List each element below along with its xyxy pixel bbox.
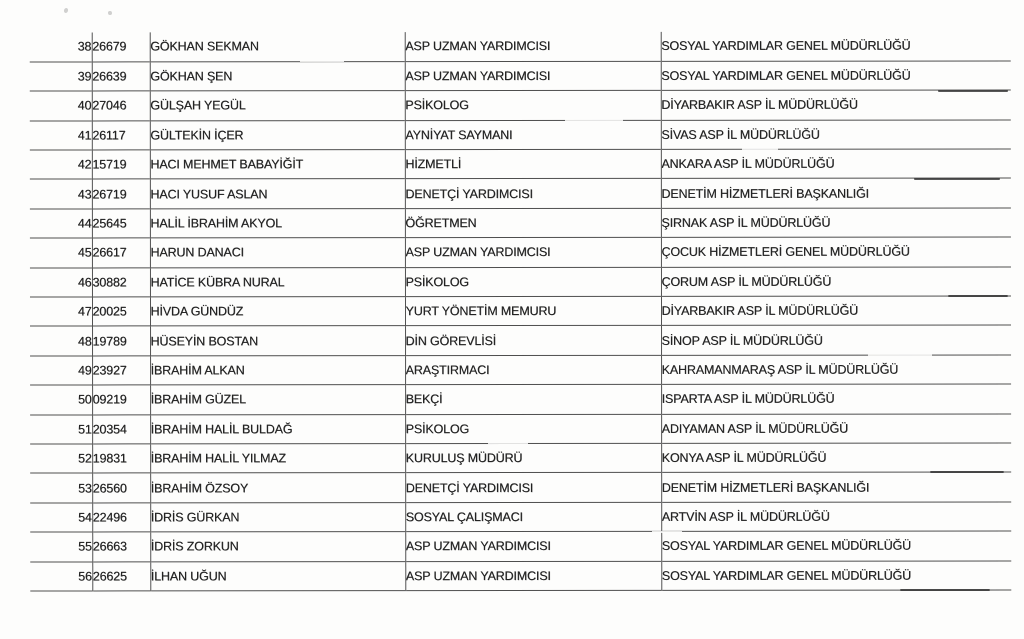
- registry-no-cell: 19831: [92, 444, 150, 473]
- table-row: [30, 61, 1011, 91]
- title-cell: DİN GÖREVLİSİ: [405, 326, 661, 356]
- registry-no-cell: 27046: [92, 91, 150, 120]
- unit-cell: SOSYAL YARDIMLAR GENEL MÜDÜRLÜĞÜ: [661, 568, 911, 583]
- table-row: [30, 90, 1011, 120]
- line-fade: [652, 531, 682, 533]
- title-cell: ASP UZMAN YARDIMCISI: [405, 238, 661, 268]
- title-cell: ÖĞRETMEN: [405, 208, 661, 238]
- name-cell: HALİL İBRAHİM AKYOL: [150, 208, 405, 238]
- row-number-cell: 54: [30, 503, 92, 532]
- title-cell: ASP UZMAN YARDIMCISI: [405, 531, 661, 561]
- unit-cell: KAHRAMANMARAŞ ASP İL MÜDÜRLÜĞÜ: [661, 362, 899, 377]
- row-number-cell: 41: [30, 121, 92, 150]
- name-cell: İBRAHİM ÖZSOY: [150, 473, 405, 503]
- title-cell: AYNİYAT SAYMANI: [405, 120, 661, 150]
- registry-no-cell: 22496: [92, 503, 150, 532]
- line-dash: [938, 90, 1008, 92]
- registry-no-cell: 26719: [92, 179, 150, 208]
- unit-cell: DİYARBAKIR ASP İL MÜDÜRLÜĞÜ: [661, 98, 858, 113]
- table-row: [30, 31, 1011, 61]
- unit-cell: SOSYAL YARDIMLAR GENEL MÜDÜRLÜĞÜ: [661, 538, 911, 554]
- row-number-cell: 38: [30, 32, 92, 61]
- unit-cell: ISPARTA ASP İL MÜDÜRLÜĞÜ: [661, 392, 835, 407]
- table-row: [30, 178, 1011, 208]
- name-cell: İBRAHİM HALİL BULDAĞ: [150, 414, 405, 444]
- row-number-cell: 42: [30, 150, 92, 179]
- line-fade: [742, 148, 778, 150]
- name-cell: İBRAHİM GÜZEL: [150, 385, 405, 415]
- table-row: [30, 325, 1011, 355]
- registry-no-cell: 15719: [92, 150, 150, 179]
- name-cell: HİVDA GÜNDÜZ: [150, 297, 405, 327]
- registry-no-cell: 26617: [92, 238, 150, 267]
- title-cell: SOSYAL ÇALIŞMACI: [405, 502, 661, 532]
- registry-no-cell: 26560: [92, 473, 150, 502]
- table-row: [30, 414, 1011, 444]
- row-number-cell: 39: [30, 62, 92, 91]
- table-row: [30, 384, 1011, 414]
- title-cell: ASP UZMAN YARDIMCISI: [405, 32, 661, 62]
- unit-cell: SOSYAL YARDIMLAR GENEL MÜDÜRLÜĞÜ: [661, 39, 911, 54]
- registry-no-cell: 20025: [92, 297, 150, 326]
- registry-no-cell: 09219: [92, 385, 150, 414]
- title-cell: BEKÇİ: [405, 385, 661, 415]
- name-cell: İDRİS GÜRKAN: [150, 502, 405, 532]
- row-number-cell: 53: [30, 473, 92, 502]
- unit-cell: ADIYAMAN ASP İL MÜDÜRLÜĞÜ: [661, 421, 848, 436]
- title-cell: ASP UZMAN YARDIMCISI: [405, 61, 661, 91]
- row-number-cell: 56: [30, 561, 92, 590]
- row-number-cell: 45: [30, 238, 92, 267]
- unit-cell: SİNOP ASP İL MÜDÜRLÜĞÜ: [661, 333, 823, 348]
- title-cell: KURULUŞ MÜDÜRÜ: [405, 443, 661, 473]
- table-row: [30, 237, 1011, 267]
- row-number-cell: 44: [30, 209, 92, 238]
- unit-cell: ANKARA ASP İL MÜDÜRLÜĞÜ: [661, 156, 835, 172]
- row-number-cell: 49: [30, 356, 92, 385]
- unit-cell: SOSYAL YARDIMLAR GENEL MÜDÜRLÜĞÜ: [661, 68, 911, 83]
- title-cell: PSİKOLOG: [405, 414, 661, 444]
- name-cell: HÜSEYİN BOSTAN: [150, 326, 405, 356]
- table-row: [30, 561, 1011, 591]
- unit-cell: ÇORUM ASP İL MÜDÜRLÜĞÜ: [661, 274, 832, 289]
- table-row: [30, 531, 1011, 561]
- title-cell: DENETÇİ YARDIMCISI: [405, 179, 661, 209]
- table-row: [30, 502, 1011, 532]
- table-row: [30, 120, 1011, 150]
- name-cell: İBRAHİM ALKAN: [150, 355, 405, 385]
- name-cell: HARUN DANACI: [150, 238, 405, 268]
- row-number-cell: 51: [30, 415, 92, 444]
- line-fade: [300, 60, 344, 62]
- personnel-table: [30, 31, 1012, 591]
- unit-cell: ARTVİN ASP İL MÜDÜRLÜĞÜ: [661, 509, 830, 524]
- name-cell: İDRİS ZORKUN: [150, 532, 405, 562]
- table-row: [30, 443, 1011, 473]
- table-row: [30, 267, 1011, 297]
- unit-cell: DENETİM HİZMETLERİ BAŞKANLIĞI: [661, 186, 869, 201]
- line-dash: [948, 295, 1008, 297]
- unit-cell: ÇOCUK HİZMETLERİ GENEL MÜDÜRLÜĞÜ: [661, 245, 910, 260]
- row-number-cell: 43: [30, 179, 92, 208]
- table-row: [30, 296, 1011, 326]
- title-cell: HİZMETLİ: [405, 149, 661, 179]
- registry-no-cell: 30882: [92, 268, 150, 297]
- line-dash: [914, 178, 1000, 180]
- registry-no-cell: 26639: [92, 62, 150, 91]
- name-cell: GÜLŞAH YEGÜL: [150, 91, 405, 121]
- name-cell: İBRAHİM HALİL YILMAZ: [150, 444, 405, 474]
- name-cell: HATİCE KÜBRA NURAL: [150, 267, 405, 297]
- title-cell: ARAŞTIRMACI: [405, 355, 661, 385]
- registry-no-cell: 23927: [92, 356, 150, 385]
- unit-cell: KONYA ASP İL MÜDÜRLÜĞÜ: [661, 450, 827, 466]
- table-row: [30, 149, 1011, 179]
- scan-noise-speck: [108, 11, 113, 16]
- line-fade: [488, 442, 528, 444]
- table-row: [30, 355, 1011, 385]
- registry-no-cell: 26117: [92, 121, 150, 150]
- unit-cell: ŞIRNAK ASP İL MÜDÜRLÜĞÜ: [661, 215, 831, 230]
- registry-no-cell: 20354: [92, 414, 150, 443]
- row-number-cell: 47: [30, 297, 92, 326]
- title-cell: DENETÇİ YARDIMCISI: [405, 473, 661, 503]
- registry-no-cell: 26679: [92, 32, 150, 61]
- line-dash: [930, 471, 1004, 473]
- name-cell: GÜLTEKİN İÇER: [150, 120, 405, 150]
- registry-no-cell: 26663: [92, 532, 150, 561]
- unit-cell: SİVAS ASP İL MÜDÜRLÜĞÜ: [661, 127, 820, 142]
- row-number-cell: 40: [30, 91, 92, 120]
- line-dash: [900, 589, 990, 591]
- title-cell: YURT YÖNETİM MEMURU: [405, 296, 661, 326]
- registry-no-cell: 19789: [92, 326, 150, 355]
- row-number-cell: 46: [30, 268, 92, 297]
- name-cell: GÖKHAN SEKMAN: [150, 32, 405, 62]
- row-number-cell: 48: [30, 326, 92, 355]
- title-cell: PSİKOLOG: [405, 267, 661, 297]
- table-row: [30, 472, 1011, 502]
- line-fade: [565, 119, 623, 121]
- line-fade: [868, 354, 932, 356]
- row-number-cell: 50: [30, 385, 92, 414]
- row-number-cell: 52: [30, 444, 92, 473]
- registry-no-cell: 25645: [92, 209, 150, 238]
- personnel-table-body: [30, 31, 1012, 590]
- title-cell: ASP UZMAN YARDIMCISI: [405, 561, 661, 591]
- name-cell: HACI MEHMET BABAYİĞİT: [150, 150, 405, 180]
- title-cell: PSİKOLOG: [405, 91, 661, 121]
- name-cell: İLHAN UĞUN: [150, 561, 405, 591]
- name-cell: HACI YUSUF ASLAN: [150, 179, 405, 209]
- scan-noise-speck: [63, 8, 68, 14]
- table-row: [30, 208, 1011, 238]
- row-number-cell: 55: [30, 532, 92, 561]
- name-cell: GÖKHAN ŞEN: [150, 62, 405, 92]
- unit-cell: DENETİM HİZMETLERİ BAŞKANLIĞI: [661, 480, 870, 495]
- unit-cell: DİYARBAKIR ASP İL MÜDÜRLÜĞÜ: [661, 303, 858, 319]
- registry-no-cell: 26625: [92, 561, 150, 590]
